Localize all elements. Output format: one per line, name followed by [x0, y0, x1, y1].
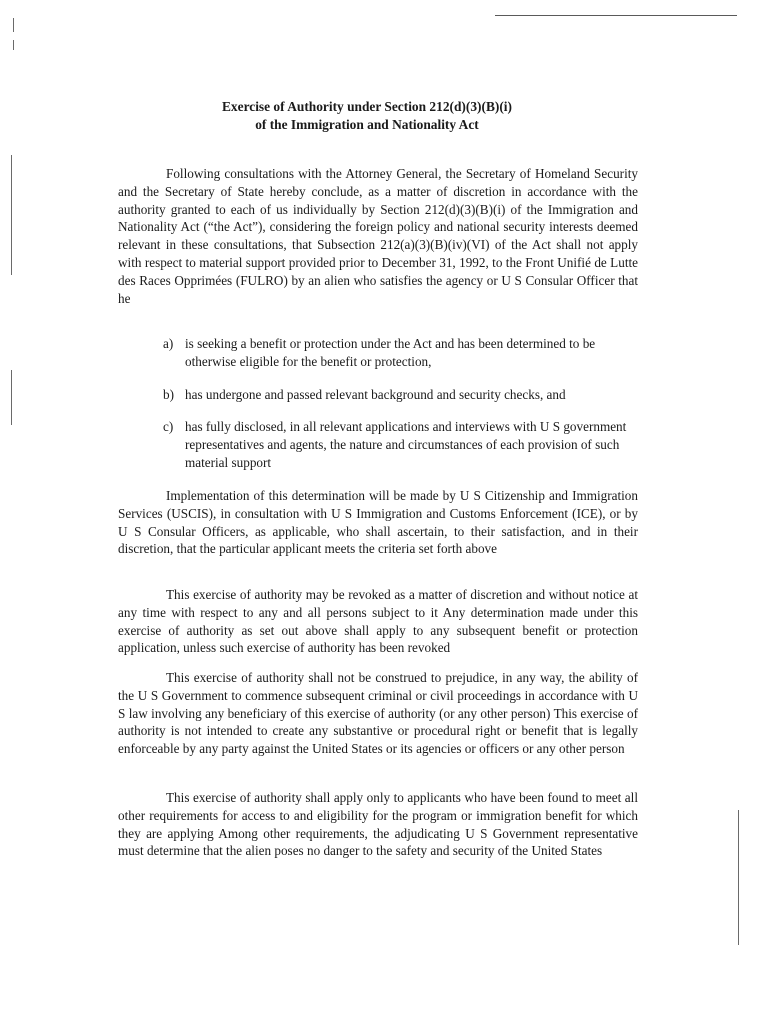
item-text: is seeking a benefit or protection under the Act and has been determined to be otherwise eligible for the benefit or protection, — [185, 336, 596, 369]
item-marker: b) — [163, 387, 174, 402]
scan-artifact-mark — [13, 18, 14, 32]
item-text: has undergone and passed relevant background and security checks, and — [185, 387, 566, 402]
condition-item-a — [163, 335, 639, 371]
paragraph-implementation: Implementation of this determination will be made by U S Citizenship and Immigration Services (USCIS), in consultation with U S Immigration and Customs Enforcement (ICE), or by U S Consular Officers, as applicable, who shall ascertain, to their satisfaction, and in their discretion, that the particular applicant meets the criteria set forth above — [118, 488, 638, 557]
title-line-2: of the Immigration and Nationality Act — [255, 117, 479, 132]
condition-item-b — [163, 386, 639, 404]
paragraph-determination: Following consultations with the Attorney General, the Secretary of Homeland Security and the Secretary of State hereby conclude, as a matter of discretion in accordance with the authority granted to each of us individually by Section 212(d)(3)(B)(i) of the Immigration and Nationality Act (“the Act”), considering the foreign policy and national security interests deemed relevant in these consultations, that Subsection 212(a)(3)(B)(iv)(VI) of the Act shall not apply with respect to material support provided prior to December 31, 1992, to the Front Unifié de Lutte des Races Opprimées (FULRO) by an alien who satisfies the agency or U S Consular Officer that he — [118, 166, 638, 306]
scan-artifact-mark — [738, 810, 739, 945]
item-marker: a) — [163, 336, 174, 351]
scan-artifact-mark — [11, 370, 12, 425]
item-text: has fully disclosed, in all relevant applications and interviews with U S government representatives and agents, the nature and circumstances of each provision of such material support — [185, 419, 627, 470]
scan-artifact-mark — [13, 40, 14, 50]
paragraph-applicability: This exercise of authority shall apply only to applicants who have been found to meet all other requirements for access to and eligibility for the program or immigration benefit for which they are applying Among other requirements, the adjudicating U S Government representative must determine that the alien poses no danger to the safety and security of the United States — [118, 790, 638, 859]
scan-artifact-line — [495, 15, 737, 16]
item-marker: c) — [163, 419, 174, 434]
condition-item-c — [163, 418, 639, 471]
paragraph-revocation: This exercise of authority may be revoked as a matter of discretion and without notice at any time with respect to any and all persons subject to it Any determination made under this exercise of authority as set out above shall apply to any subsequent benefit or protection application, unless such exercise of authority has been revoked — [118, 587, 638, 656]
paragraph-no-prejudice: This exercise of authority shall not be construed to prejudice, in any way, the ability of the U S Government to commence subsequent criminal or civil proceedings in accordance with U S law involving any beneficiary of this exercise of authority (or any other person) This exercise of authority is not intended to create any substantive or procedural right or benefit that is legally enforceable by any party against the United States or its agencies or officers or any other person — [118, 670, 638, 757]
scan-artifact-mark — [11, 155, 12, 275]
document-title — [0, 98, 770, 134]
title-line-1: Exercise of Authority under Section 212(d)(3)(B)(i) — [222, 99, 512, 114]
